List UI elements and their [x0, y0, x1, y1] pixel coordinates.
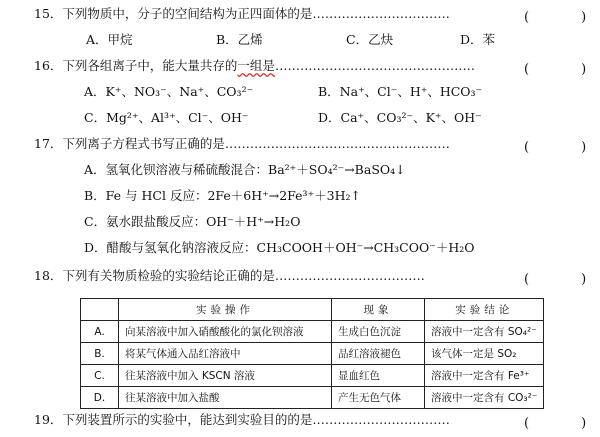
question-18-stem: 18．下列有关物质检验的实验结论正确的是……………………………… [34, 268, 425, 283]
table-row [81, 365, 544, 387]
table-header: 实验操作 [119, 299, 332, 321]
option-15-b: B．乙烯 [216, 32, 263, 47]
question-19-stem: 19．下列装置所示的实验中，能达到实验目的的是…………………………… [34, 412, 450, 427]
table-cell: 溶液中一定含有 SO₄²⁻ [425, 321, 544, 343]
question-17-stem: 17．下列离子方程式书写正确的是……………………………………………… [34, 136, 450, 151]
question-16-stem: 16．下列各组离子中，能大量共存的一组是………………………………………… [34, 58, 475, 73]
option-17-c: C．氨水跟盐酸反应：OH⁻＋H⁺→H₂O [84, 214, 301, 229]
option-15-d: D．苯 [460, 32, 496, 47]
table-row [81, 343, 544, 365]
answer-paren-19: ( ) [524, 416, 587, 431]
table-cell: 往某溶液中加入盐酸 [119, 387, 332, 409]
table-row [81, 387, 544, 409]
table-cell: 向某溶液中加入硝酸酸化的氯化钡溶液 [119, 321, 332, 343]
table-cell: 品红溶液褪色 [332, 343, 425, 365]
table-row [81, 321, 544, 343]
table-header-row [81, 299, 544, 321]
table-cell: 显血红色 [332, 365, 425, 387]
question-15-stem: 15．下列物质中，分子的空间结构为正四面体的是…………………………… [34, 6, 450, 21]
option-16-c: C．Mg²⁺、Al³⁺、Cl⁻、OH⁻ [84, 110, 249, 125]
option-15-a: A．甲烷 [86, 32, 133, 47]
table-header [81, 299, 119, 321]
table-cell: C. [81, 365, 119, 387]
answer-paren-15: ( ) [524, 10, 587, 25]
option-17-a: A．氢氧化钡溶液与稀硫酸混合：Ba²⁺＋SO₄²⁻→BaSO₄↓ [84, 162, 406, 177]
table-cell: 生成白色沉淀 [332, 321, 425, 343]
option-16-b: B．Na⁺、Cl⁻、H⁺、HCO₃⁻ [318, 84, 483, 99]
table-cell: 溶液中一定含有 CO₃²⁻ [425, 387, 544, 409]
experiment-table [80, 298, 544, 409]
option-16-d: D．Ca⁺、CO₃²⁻、K⁺、OH⁻ [318, 110, 482, 125]
option-17-b: B．Fe 与 HCl 反应：2Fe＋6H⁺→2Fe³⁺＋3H₂↑ [84, 188, 362, 203]
answer-paren-17: ( ) [524, 140, 587, 155]
table-cell: D. [81, 387, 119, 409]
option-15-c: C．乙炔 [346, 32, 394, 47]
table-cell: 该气体一定是 SO₂ [425, 343, 544, 365]
table-cell: 产生无色气体 [332, 387, 425, 409]
table-cell: 往某溶液中加入 KSCN 溶液 [119, 365, 332, 387]
table-cell: A. [81, 321, 119, 343]
table-cell: 溶液中一定含有 Fe³⁺ [425, 365, 544, 387]
table-cell: 将某气体通入品红溶液中 [119, 343, 332, 365]
option-17-d: D．醋酸与氢氧化钠溶液反应：CH₃COOH＋OH⁻→CH₃COO⁻＋H₂O [84, 240, 475, 255]
table-header: 实验结论 [425, 299, 544, 321]
option-16-a: A．K⁺、NO₃⁻、Na⁺、CO₃²⁻ [84, 84, 254, 99]
answer-paren-16: ( ) [524, 62, 587, 77]
answer-paren-18: ( ) [524, 272, 587, 287]
table-header: 现象 [332, 299, 425, 321]
table-cell: B. [81, 343, 119, 365]
